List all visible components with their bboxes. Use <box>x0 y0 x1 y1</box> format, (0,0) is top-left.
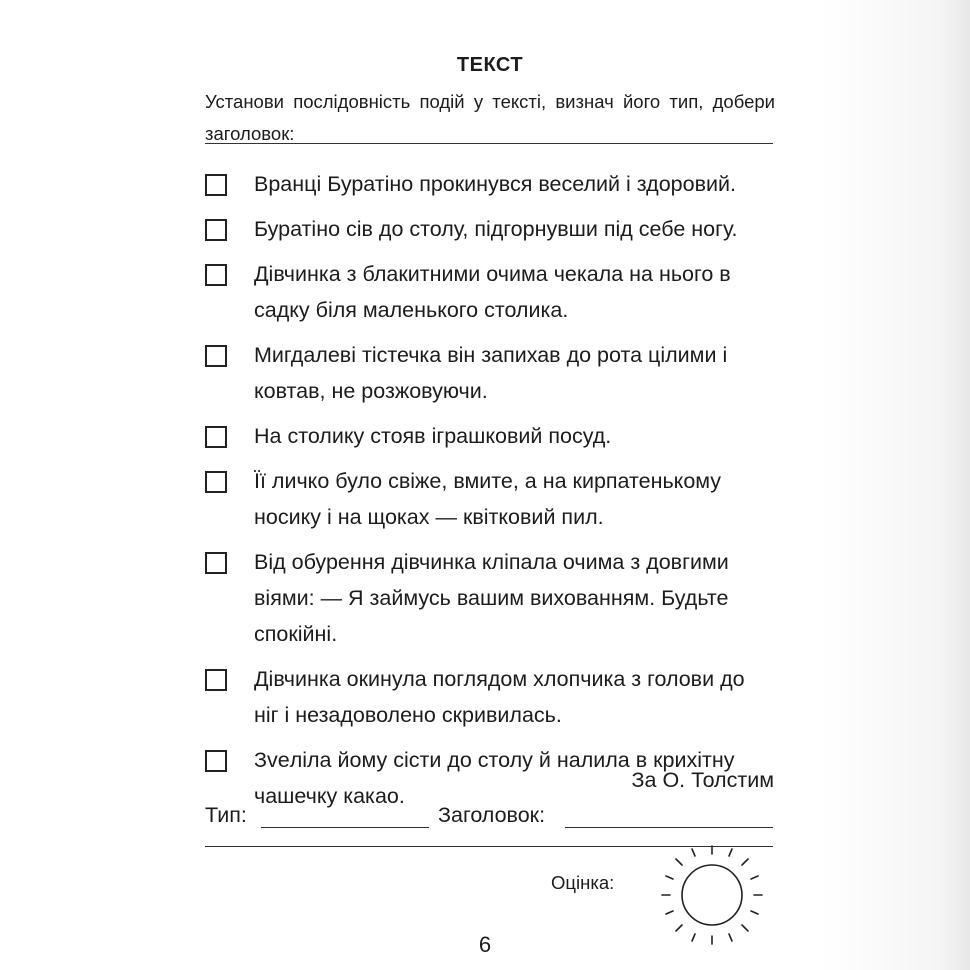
task-item <box>205 661 780 733</box>
task-text: Мигдалеві тістечка він запихав до рота цілими і ковтав, не розжовуючи. <box>254 343 728 403</box>
task-item <box>205 418 780 454</box>
answer-row <box>205 803 775 833</box>
page-title: ТЕКСТ <box>456 54 524 76</box>
task-item <box>205 337 780 409</box>
grade-label: Оцінка: <box>551 872 615 893</box>
task-text: Вранці Буратіно прокинувся веселий і здоровий. <box>254 172 736 196</box>
task-item <box>205 256 780 328</box>
order-checkbox[interactable] <box>205 552 227 574</box>
order-checkbox[interactable] <box>205 750 227 772</box>
order-checkbox[interactable] <box>205 471 227 493</box>
order-checkbox[interactable] <box>205 426 227 448</box>
page-number: 6 <box>478 932 492 957</box>
sun-rays <box>662 846 762 944</box>
sun-circle <box>682 865 742 925</box>
task-text: Дівчинка окинула поглядом хлопчика з голови до ніг і незадоволено скривилась. <box>254 667 745 727</box>
page-edge-shadow <box>820 0 970 970</box>
task-item <box>205 211 780 247</box>
task-item <box>205 463 780 535</box>
task-text: Зveліла йому сісти до столу й налила в крихітну чашечку какао. <box>254 748 735 808</box>
task-text: Її личко було свіже, вмите, а на кирпатенькому носику і на щоках — квітковий пил. <box>254 469 722 529</box>
task-list <box>205 166 780 823</box>
order-checkbox[interactable] <box>205 345 227 367</box>
order-checkbox[interactable] <box>205 669 227 691</box>
divider-top <box>205 143 773 144</box>
order-checkbox[interactable] <box>205 219 227 241</box>
task-item <box>205 544 780 652</box>
title-answer-line[interactable] <box>565 827 773 828</box>
title-label: Заголовок: <box>438 803 546 827</box>
order-checkbox[interactable] <box>205 264 227 286</box>
type-label: Тип: <box>205 803 247 827</box>
task-item <box>205 166 780 202</box>
task-text: Буратіно сів до столу, підгорнувши під себе ногу. <box>254 217 738 241</box>
task-text: На столику стояв іграшковий посуд. <box>254 424 612 448</box>
task-text: Дівчинка з блакитними очима чекала на нього в садку біля маленького столика. <box>254 262 731 322</box>
type-answer-line[interactable] <box>261 827 429 828</box>
instruction-text: Установи послідовність подій у тексті, визнач його тип, добери заголовок: <box>205 91 775 144</box>
order-checkbox[interactable] <box>205 174 227 196</box>
task-text: Від обурення дівчинка кліпала очима з довгими віями: — Я займусь вашим вихованням. Будьте спокійні. <box>254 550 729 646</box>
source-attribution: За О. Толстим <box>631 768 774 792</box>
